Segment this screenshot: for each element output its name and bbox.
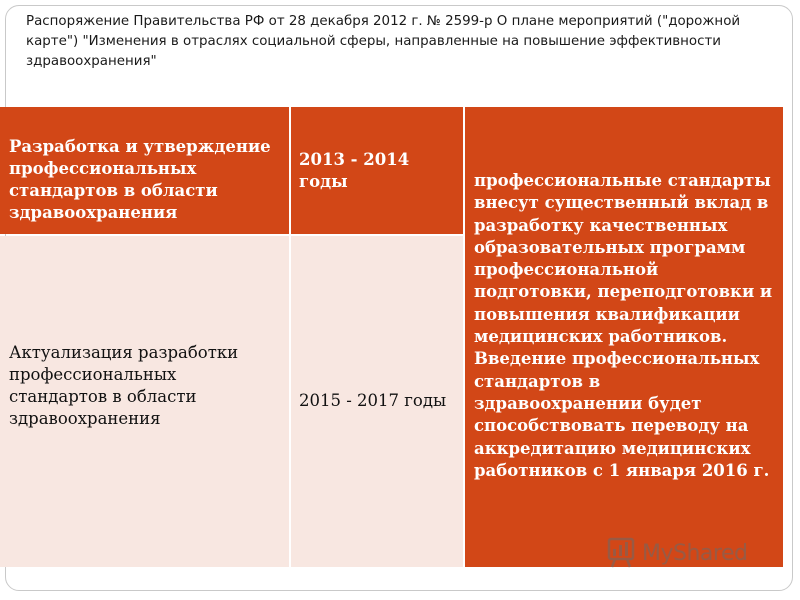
result-cell: профессиональные стандарты внесут существенный вклад в разработку качественных образовательных программ профессиональной подготовки, переподготовки и повышения квалификации медицинских работников. Введение профессиональных стандартов в здравоохранении будет способствовать переводу на аккредитацию медицинских работников с 1 января 2016 г. <box>465 107 783 567</box>
watermark-text: MyShared <box>642 540 748 566</box>
slide-title: Распоряжение Правительства РФ от 28 декабря 2012 г. № 2599-р О плане мероприятий ("дорожной карте") "Изменения в отраслях социальной сферы, направленные на повышение эффективности здравоохранения" <box>26 14 741 69</box>
task-cell-row2: Актуализация разработки профессиональных стандартов в области здравоохранения <box>0 236 289 567</box>
period-cell-row2: 2015 - 2017 годы <box>291 236 463 567</box>
roadmap-table <box>0 107 783 567</box>
myshared-logo-icon <box>606 537 636 569</box>
task-cell-row1: Разработка и утверждение профессиональных стандартов в области здравоохранения <box>0 107 289 234</box>
watermark <box>606 535 747 571</box>
period-cell-row1: 2013 - 2014 годы <box>291 107 463 234</box>
